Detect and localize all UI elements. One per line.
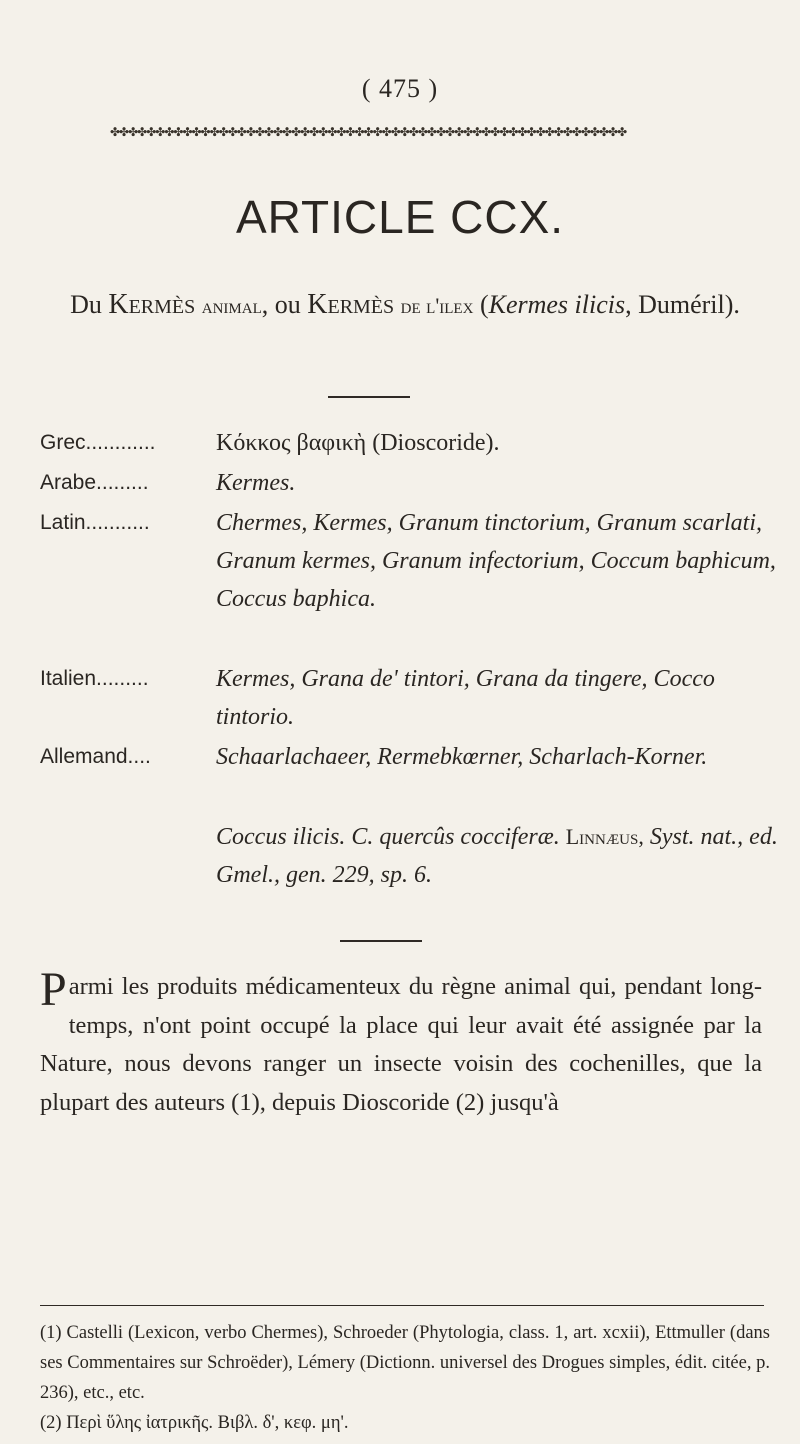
linnaeus-name: Coccus ilicis. C. quercûs cocciferæ. bbox=[216, 824, 560, 850]
section-rule bbox=[340, 940, 422, 942]
synonym-latin bbox=[40, 504, 780, 618]
synonym-grec bbox=[40, 424, 780, 462]
article-subtitle bbox=[40, 280, 770, 331]
subtitle-comma: , bbox=[625, 290, 632, 319]
drop-cap: P bbox=[40, 963, 67, 1016]
subtitle-paren-open: ( bbox=[473, 290, 489, 319]
subtitle-kermes-2: Kermès bbox=[307, 289, 395, 320]
synonym-value: Schaarlachaeer, Rermebkœrner, Scharlach-Korner. bbox=[216, 744, 708, 770]
subtitle-kermes: Kermès bbox=[108, 289, 196, 320]
synonym-language: Arabe......... bbox=[40, 471, 149, 494]
subtitle-animal: animal bbox=[201, 293, 262, 318]
synonym-value: Kermes, Grana de' tintori, Grana da tingere, Cocco tintorio. bbox=[216, 666, 715, 730]
synonym-language: Grec............ bbox=[40, 431, 156, 454]
body-text: armi les produits médicamenteux du règne animal qui, pendant long-temps, n'ont point occupé la place qui leur avait été assignée par la Nature, nous devons ranger un insecte voisin des cochenilles, que la plupart des auteurs (1), depuis Dioscoride (2) jusqu'à bbox=[40, 973, 762, 1116]
synonym-language: Allemand.... bbox=[40, 745, 151, 768]
page-number: ( 475 ) bbox=[361, 74, 439, 103]
footnotes bbox=[40, 1318, 770, 1438]
footnote-2: (2) Περὶ ὕλης ἰατρικῆς. Βιβλ. δ', κεφ. μη'. bbox=[40, 1413, 349, 1433]
synonym-language: Latin........... bbox=[40, 511, 150, 534]
ornamental-border: ✤✤✤✤✤✤✤✤✤✤✤✤✤✤✤✤✤✤✤✤✤✤✤✤✤✤✤✤✤✤✤✤✤✤✤✤✤✤✤✤✤✤✤✤✤✤✤✤✤✤✤✤✤✤✤✤✤ bbox=[110, 125, 627, 139]
subtitle-author: Duméril bbox=[638, 290, 725, 319]
body-paragraph bbox=[40, 963, 762, 1122]
synonym-italien bbox=[40, 660, 780, 736]
synonym-value: Κόκκος βαφικὴ (Dioscoride). bbox=[216, 430, 500, 456]
synonym-value: Kermes. bbox=[216, 470, 296, 496]
article-title: ARTICLE CCX. bbox=[235, 191, 565, 243]
footnote-rule bbox=[40, 1305, 764, 1306]
subtitle-de-lilex: de l'ilex bbox=[400, 293, 474, 318]
subtitle-ou: , ou bbox=[261, 290, 301, 319]
subtitle-paren-close: ). bbox=[724, 290, 740, 319]
synonym-arabe bbox=[40, 464, 780, 502]
title-rule bbox=[328, 396, 410, 398]
subtitle-du: Du bbox=[70, 290, 102, 319]
synonym-value: Chermes, Kermes, Granum tinctorium, Granum scarlati, Granum kermes, Granum infectorium, Coccum baphicum, Coccus baphica. bbox=[216, 510, 776, 612]
linnaeus-author: Linnæus, bbox=[565, 824, 644, 849]
linnaeus-reference bbox=[40, 818, 780, 894]
linnaeus-citation: Syst. nat., ed. Gmel., gen. 229, sp. 6. bbox=[216, 824, 778, 888]
subtitle-species: Kermes ilicis bbox=[488, 290, 626, 319]
footnote-1: (1) Castelli (Lexicon, verbo Chermes), Schroeder (Phytologia, class. 1, art. xcxii), Ettmuller (dans ses Commentaires sur Schroëder), Lémery (Dictionn. universel des Drogues simples, édit. citée, p. 236), etc., etc. bbox=[40, 1323, 770, 1403]
synonym-allemand bbox=[40, 738, 780, 776]
synonym-language: Italien......... bbox=[40, 667, 149, 690]
